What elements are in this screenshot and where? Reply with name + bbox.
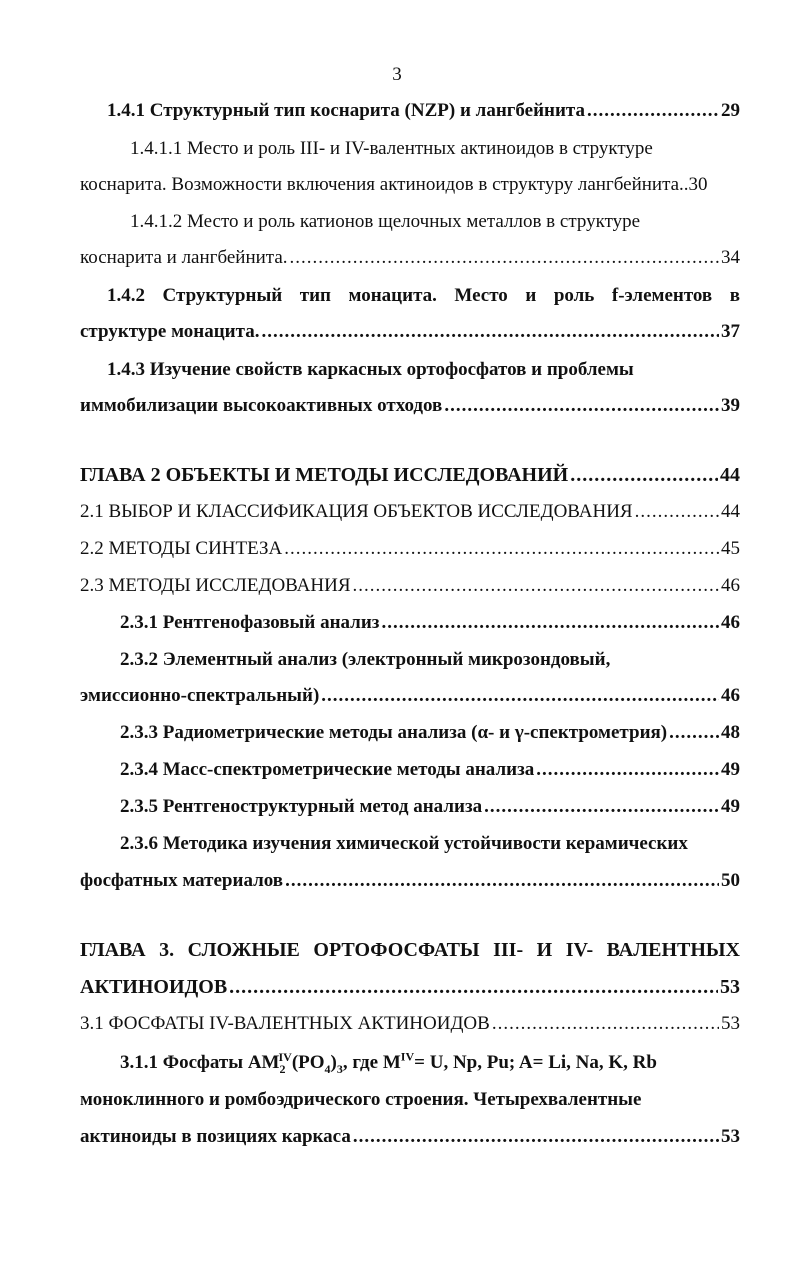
toc-title: 1.4.3 Изучение свойств каркасных ортофосфатов и проблемы (107, 359, 634, 380)
toc-title: 2.3 МЕТОДЫ ИССЛЕДОВАНИЯ (80, 575, 351, 596)
dot-leader (536, 758, 719, 782)
dot-leader (285, 869, 719, 893)
toc-entry-2-3-6-line1[interactable] (120, 832, 740, 856)
toc-title: 1.4.1.2 Место и роль катионов щелочных металлов в структуре (130, 211, 641, 232)
dot-leader (492, 1012, 719, 1036)
toc-title: ГЛАВА 3. СЛОЖНЫЕ ОРТОФОСФАТЫ III- И IV- ВАЛЕНТНЫХ (80, 939, 740, 961)
toc-entry-1-4-1[interactable] (107, 99, 740, 123)
page-number: 3 (392, 64, 402, 85)
toc-title: 2.2 МЕТОДЫ СИНТЕЗА (80, 538, 283, 559)
toc-page: 37 (721, 321, 740, 342)
toc-entry-1-4-1-2-line1[interactable] (130, 210, 740, 234)
toc-title: 1.4.1.1 Место и роль III- и IV-валентных актиноидов в структуре (130, 138, 653, 159)
toc-title-cont: фосфатных материалов (80, 870, 284, 891)
toc-title: 3.1.1 Фосфаты $AM_2^{IV}(PO_4)_3$, где $M^{IV}= U$, Np, Pu; A= Li, Na, K, Rb (120, 1051, 657, 1075)
toc-title-cont: иммобилизации высокоактивных отходов (80, 395, 443, 416)
toc-page: 53 (720, 976, 740, 998)
dot-leader (570, 463, 718, 487)
toc-entry-1-4-1-1-line1[interactable] (130, 137, 740, 161)
toc-title-cont: эмиссионно-спектральный) (80, 685, 320, 706)
dot-leader (353, 574, 720, 598)
toc-title: 2.3.5 Рентгеноструктурный метод анализа (120, 796, 483, 817)
dot-leader (229, 975, 718, 999)
toc-page: 29 (721, 100, 740, 121)
dot-leader (444, 394, 719, 418)
toc-page: 45 (721, 538, 740, 559)
toc-entry-2-3-4[interactable] (120, 758, 740, 782)
dot-leader (635, 500, 719, 524)
toc-title-cont: структуре монацита. (80, 321, 260, 342)
toc-entry-2-3-6-line2[interactable] (80, 869, 740, 893)
toc-entry-3-1-1-line1[interactable] (120, 1051, 740, 1075)
toc-entry-2-2[interactable] (80, 537, 740, 561)
toc-title: 1.4.2 Структурный тип монацита. Место и роль f-элементов в (107, 285, 740, 306)
dot-leader (669, 721, 719, 745)
toc-page: 49 (721, 796, 740, 817)
toc-title-cont: актиноиды в позициях каркаса (80, 1126, 351, 1147)
toc-title: 2.3.2 Элементный анализ (электронный микрозондовый, (120, 649, 611, 670)
toc-page: 49 (721, 759, 740, 780)
toc-entry-2-3-1[interactable] (120, 611, 740, 635)
toc-entry-3-1-1-line3[interactable] (80, 1125, 740, 1149)
toc-chapter-3-line2[interactable] (80, 975, 740, 999)
toc-title: 1.4.1 Структурный тип коснарита (NZP) и лангбейнита (107, 100, 585, 121)
toc-entry-1-4-3-line1[interactable] (107, 358, 740, 382)
toc-page: 44 (720, 464, 740, 486)
toc-entry-2-3-2-line2[interactable] (80, 684, 740, 708)
toc-title: 2.1 ВЫБОР И КЛАССИФИКАЦИЯ ОБЪЕКТОВ ИССЛЕДОВАНИЯ (80, 501, 633, 522)
toc-page: 34 (721, 247, 740, 268)
toc-entry-1-4-2-line1[interactable] (107, 284, 740, 308)
toc-page: 53 (721, 1013, 740, 1034)
toc-entry-1-4-3-line2[interactable] (80, 394, 740, 418)
toc-page: 30 (688, 174, 708, 195)
toc-title-cont: АКТИНОИДОВ (80, 976, 228, 998)
toc-entry-3-1-1-line2[interactable] (80, 1088, 740, 1112)
toc-title: 2.3.3 Радиометрические методы анализа (α- и γ-спектрометрия) (120, 722, 668, 743)
toc-entry-2-3-2-line1[interactable] (120, 648, 740, 672)
toc-chapter-3-line1[interactable] (80, 938, 740, 962)
toc-page: 46 (721, 575, 740, 596)
dot-leader (381, 611, 719, 635)
toc-entry-1-4-1-1-line2[interactable] (80, 173, 740, 197)
toc-title: ГЛАВА 2 ОБЪЕКТЫ И МЕТОДЫ ИССЛЕДОВАНИЙ (80, 464, 569, 486)
toc-page: 50 (721, 870, 740, 891)
dot-leader (321, 684, 719, 708)
toc-title: 2.3.1 Рентгенофазовый анализ (120, 612, 380, 633)
toc-entry-1-4-2-line2[interactable] (80, 320, 740, 344)
toc-page: 53 (721, 1126, 740, 1147)
toc-title-cont: коснарита и лангбейнита. (80, 247, 288, 268)
dot-leader (261, 320, 719, 344)
toc-chapter-2[interactable] (80, 463, 740, 487)
toc-title-cont: моноклинного и ромбоэдрического строения. Четырехвалентные (80, 1089, 642, 1110)
toc-title-cont: коснарита. Возможности включения актиноидов в структуру лангбейнита.. (80, 174, 689, 195)
toc-entry-1-4-1-2-line2[interactable] (80, 246, 740, 270)
toc-page: 44 (721, 501, 740, 522)
toc-title: 2.3.6 Методика изучения химической устойчивости керамических (120, 833, 688, 854)
dot-leader (484, 795, 719, 819)
toc-entry-2-3-5[interactable] (120, 795, 740, 819)
toc-title: 3.1 ФОСФАТЫ IV-ВАЛЕНТНЫХ АКТИНОИДОВ (80, 1013, 490, 1034)
dot-leader (587, 99, 719, 123)
toc-entry-2-3[interactable] (80, 574, 740, 598)
toc-entry-2-1[interactable] (80, 500, 740, 524)
dot-leader (290, 246, 719, 270)
toc-entry-2-3-3[interactable] (120, 721, 740, 745)
toc-page: 46 (721, 612, 740, 633)
dot-leader (284, 537, 719, 561)
dot-leader (353, 1125, 719, 1149)
toc-entry-3-1[interactable] (80, 1012, 740, 1036)
toc-page: 39 (721, 395, 740, 416)
toc-page: 46 (721, 685, 740, 706)
toc-title: 2.3.4 Масс-спектрометрические методы анализа (120, 759, 535, 780)
toc-page: 48 (721, 722, 740, 743)
